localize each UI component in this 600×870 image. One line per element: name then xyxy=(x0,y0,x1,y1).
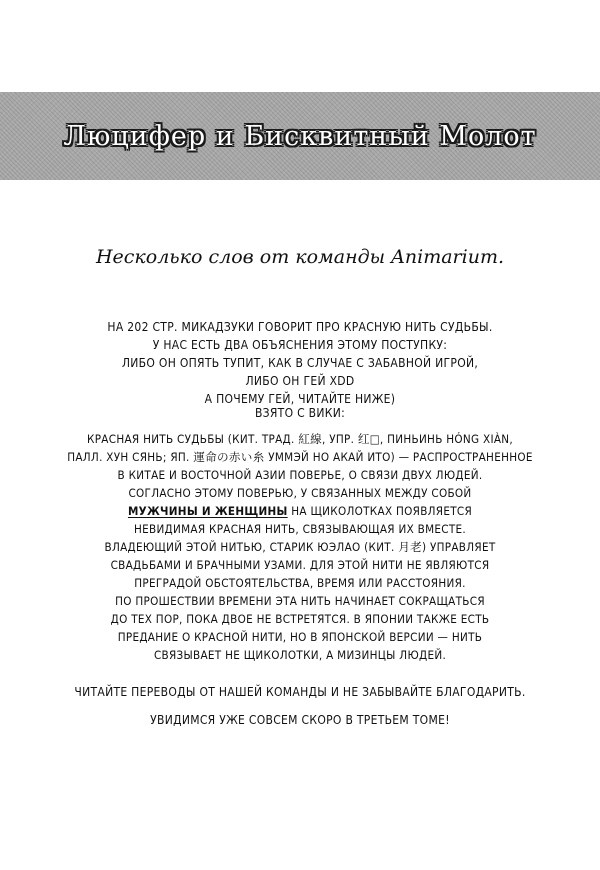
wiki-quote xyxy=(20,430,580,664)
wiki-line-rest: НА ЩИКОЛОТКАХ ПОЯВЛЯЕТСЯ xyxy=(287,504,473,518)
title-banner xyxy=(0,92,600,180)
intro-line: ЛИБО ОН ОПЯТЬ ТУПИТ, КАК В СЛУЧАЕ С ЗАБАВНОЙ ИГРОЙ, xyxy=(121,356,479,370)
intro-paragraph xyxy=(20,318,580,408)
page-title: Люцифер и Бисквитный Молот xyxy=(63,120,537,152)
source-label xyxy=(20,404,580,422)
wiki-line: СВЯЗЫВАЕТ НЕ ЩИКОЛОТКИ, А МИЗИНЦЫ ЛЮДЕЙ. xyxy=(153,648,447,662)
wiki-line: ДО ТЕХ ПОР, ПОКА ДВОЕ НЕ ВСТРЕТЯТСЯ. В ЯПОНИИ ТАКЖЕ ЕСТЬ xyxy=(110,612,490,626)
wiki-line: КРАСНАЯ НИТЬ СУДЬБЫ (КИТ. ТРАД. 紅線, УПР. 红□, ПИНЬИНЬ HÓNG XIÀN, xyxy=(87,432,513,446)
wiki-line xyxy=(20,502,580,520)
intro-line: ЛИБО ОН ГЕЙ XDD xyxy=(245,374,355,388)
wiki-line: СВАДЬБАМИ И БРАЧНЫМИ УЗАМИ. ДЛЯ ЭТОЙ НИТИ НЕ ЯВЛЯЮТСЯ xyxy=(110,558,490,572)
wiki-line: ПАЛЛ. ХУН СЯНЬ; ЯП. 運命の赤い糸 УММЭЙ НО АКАЙ ИТО) — РАСПРОСТРАНЕННОЕ xyxy=(67,450,533,464)
emphasized-phrase: МУЖЧИНЫ И ЖЕНЩИНЫ xyxy=(127,504,288,518)
wiki-line: НЕВИДИМАЯ КРАСНАЯ НИТЬ, СВЯЗЫВАЮЩАЯ ИХ ВМЕСТЕ. xyxy=(133,522,467,536)
wiki-line: ПРЕГРАДОЙ ОБСТОЯТЕЛЬСТВА, ВРЕМЯ ИЛИ РАССТОЯНИЯ. xyxy=(134,576,466,590)
wiki-line: СОГЛАСНО ЭТОМУ ПОВЕРЬЮ, У СВЯЗАННЫХ МЕЖДУ СОБОЙ xyxy=(128,486,472,500)
outro-farewell xyxy=(20,711,580,729)
intro-line: У НАС ЕСТЬ ДВА ОБЪЯСНЕНИЯ ЭТОМУ ПОСТУПКУ: xyxy=(152,338,448,352)
team-note-heading: Несколько слов от команды Animarium. xyxy=(95,246,505,268)
intro-line: НА 202 СТР. МИКАДЗУКИ ГОВОРИТ ПРО КРАСНУЮ НИТЬ СУДЬБЫ. xyxy=(107,320,493,334)
wiki-line: ВЛАДЕЮЩИЙ ЭТОЙ НИТЬЮ, СТАРИК ЮЭЛАО (КИТ. 月老) УПРАВЛЯЕТ xyxy=(104,540,496,554)
outro-thanks xyxy=(20,683,580,701)
wiki-line: ПО ПРОШЕСТВИИ ВРЕМЕНИ ЭТА НИТЬ НАЧИНАЕТ СОКРАЩАТЬСЯ xyxy=(115,594,485,608)
source-label-text: ВЗЯТО С ВИКИ: xyxy=(254,406,346,420)
intro-line: А ПОЧЕМУ ГЕЙ, ЧИТАЙТЕ НИЖЕ) xyxy=(204,392,396,406)
wiki-line: В КИТАЕ И ВОСТОЧНОЙ АЗИИ ПОВЕРЬЕ, О СВЯЗИ ДВУХ ЛЮДЕЙ. xyxy=(117,468,483,482)
wiki-line: ПРЕДАНИЕ О КРАСНОЙ НИТИ, НО В ЯПОНСКОЙ ВЕРСИИ — НИТЬ xyxy=(117,630,483,644)
outro-line: УВИДИМСЯ УЖЕ СОВСЕМ СКОРО В ТРЕТЬЕМ ТОМЕ! xyxy=(150,713,450,727)
outro-line: ЧИТАЙТЕ ПЕРЕВОДЫ ОТ НАШЕЙ КОМАНДЫ И НЕ ЗАБЫВАЙТЕ БЛАГОДАРИТЬ. xyxy=(74,685,526,699)
